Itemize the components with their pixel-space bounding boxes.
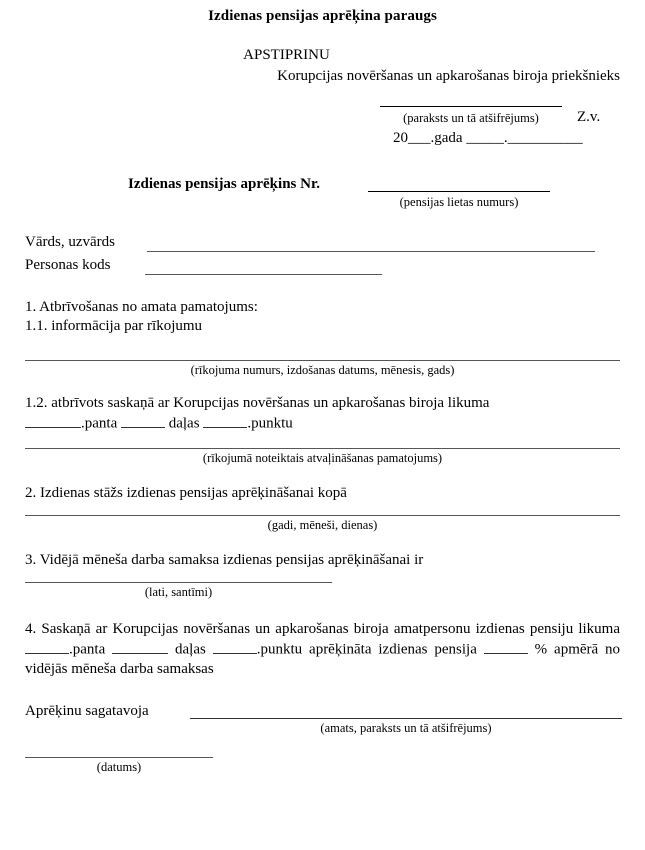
personal-code-label: Personas kods <box>25 256 111 273</box>
clause-1-1-text: 1.1. informācija par rīkojumu <box>25 317 203 334</box>
prepared-by-rule[interactable] <box>190 718 622 719</box>
approval-date-line[interactable]: 20___.gada _____.__________ <box>393 129 583 146</box>
approval-word: APSTIPRINU <box>243 47 330 63</box>
page-title: Izdienas pensijas aprēķina paraugs <box>208 8 437 24</box>
approval-position: Korupcijas novēršanas un apkarošanas biroja priekšnieks <box>277 68 620 85</box>
field-name-row <box>25 234 620 257</box>
calculation-heading-block <box>25 176 620 214</box>
clause-1-2-text <box>25 394 620 434</box>
clause-4-segment-3: daļas <box>175 641 206 658</box>
clause-2-answer-block <box>25 515 620 533</box>
approval-block <box>25 45 620 88</box>
calculation-heading: Izdienas pensijas aprēķins Nr. <box>128 175 320 192</box>
approval-signature-area <box>25 100 620 162</box>
clause-4-text <box>25 620 620 679</box>
clause-1-2-answer-block <box>25 448 620 466</box>
clause-2-caption: (gadi, mēneši, dienas) <box>267 517 378 532</box>
clause-3-caption: (lati, santīmi) <box>144 584 213 599</box>
clause-1-2-part-word: daļas <box>168 415 200 432</box>
clause-1-2-blank-part[interactable] <box>121 413 165 428</box>
clause-1-2-blank-point[interactable] <box>203 413 247 428</box>
clause-4-segment-4: .punktu aprēķināta izdienas pensija <box>256 641 477 658</box>
clause-1-heading: 1. Atbrīvošanas no amata pamatojums: <box>25 298 258 315</box>
clause-4-blank-point[interactable] <box>213 639 257 654</box>
footer-date-caption: (datums) <box>96 759 142 774</box>
clause-4-segment-1: 4. Saskaņā ar Korupcijas novēršanas un apkarošanas biroja amatpersonu izdienas pensiju likuma <box>25 620 620 637</box>
field-personal-code-row <box>25 257 620 280</box>
calculation-number-caption: (pensijas lietas numurs) <box>399 194 519 209</box>
clause-2-text: 2. Izdienas stāžs izdienas pensijas aprēķināšanai kopā <box>25 484 347 501</box>
clause-1-2-caption: (rīkojumā noteiktais atvaļināšanas pamatojums) <box>202 450 443 465</box>
prepared-by-label: Aprēķinu sagatavoja <box>25 702 149 719</box>
clause-4-segment-5: % apmērā no vidējās mēneša darba samaksas <box>25 641 621 677</box>
name-label: Vārds, uzvārds <box>25 233 115 250</box>
signature-rule[interactable] <box>380 106 562 107</box>
clause-1-1-caption: (rīkojuma numurs, izdošanas datums, mēnesis, gads) <box>190 362 455 377</box>
clause-4-blank-percent[interactable] <box>484 639 528 654</box>
calculation-number-rule[interactable] <box>368 191 550 192</box>
personal-code-input-rule[interactable] <box>145 274 382 275</box>
signature-caption: (paraksts un tā atšifrējums) <box>403 110 539 125</box>
clause-4-blank-part[interactable] <box>112 639 168 654</box>
name-input-rule[interactable] <box>147 251 595 252</box>
clause-3-text: 3. Vidējā mēneša darba samaksa izdienas pensijas aprēķināšanai ir <box>25 551 424 568</box>
clause-4-segment-2: .panta <box>69 641 106 658</box>
footer-date-block <box>25 757 620 775</box>
clause-4-blank-article[interactable] <box>25 639 69 654</box>
clause-1-1-answer-block <box>25 360 620 378</box>
clause-1-2-article-word: .panta <box>81 415 118 432</box>
document-page <box>0 8 645 850</box>
prepared-by-caption: (amats, paraksts un tā atšifrējums) <box>320 720 492 735</box>
clause-1-2-blank-article[interactable] <box>25 413 81 428</box>
clause-3-answer-block <box>25 582 620 600</box>
clause-1-2-point-word: .punktu <box>247 415 293 432</box>
clause-1-2-prefix: 1.2. atbrīvots saskaņā ar Korupcijas novēršanas un apkarošanas biroja likuma <box>25 394 490 411</box>
seal-mark: Z.v. <box>577 108 601 125</box>
prepared-by-block <box>25 703 620 743</box>
